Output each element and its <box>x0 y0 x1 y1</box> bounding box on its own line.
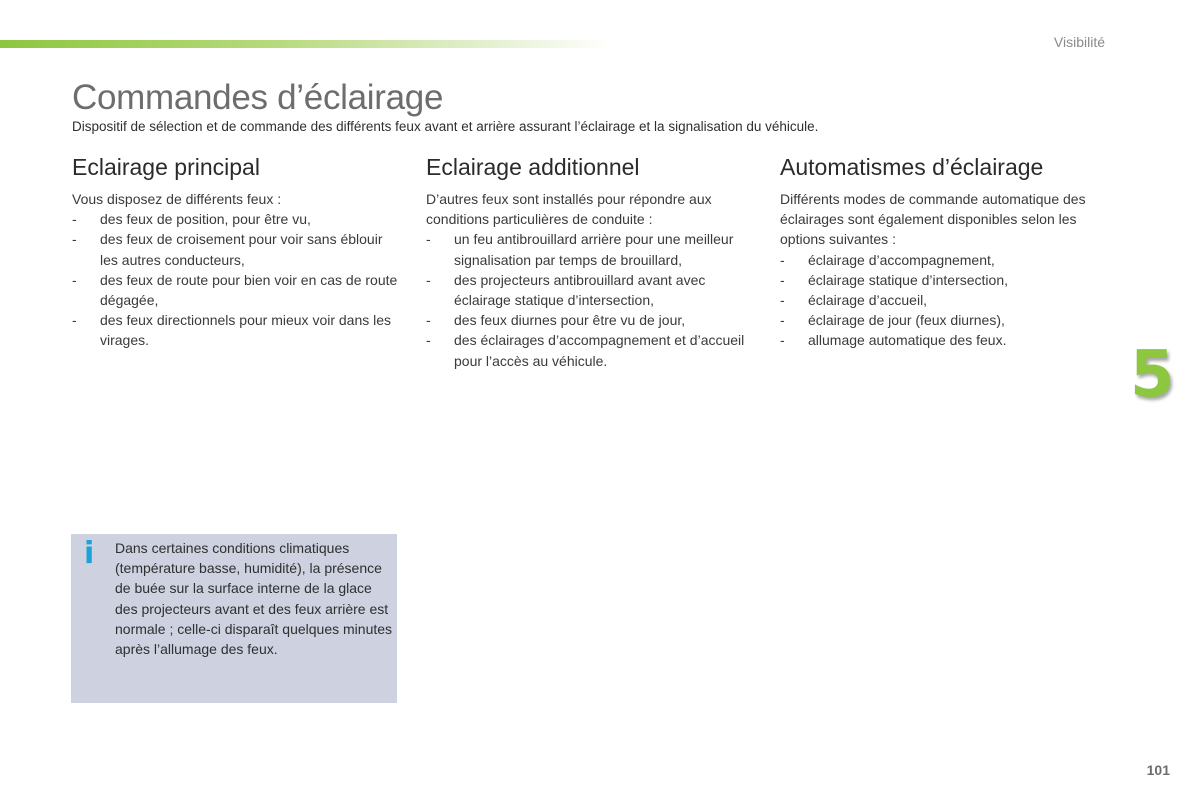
page-title: Commandes d’éclairage <box>72 78 444 117</box>
chapter-number: 5 <box>1130 338 1175 412</box>
column-eclairage-principal <box>72 154 402 351</box>
bullet-dash: - <box>780 312 785 329</box>
section-name: Visibilité <box>1053 34 1105 50</box>
list-item-text: allumage automatique des feux. <box>808 332 1007 349</box>
list-item <box>780 290 1110 310</box>
bullet-dash: - <box>72 211 77 228</box>
list-item <box>72 209 402 229</box>
column-intro: Différents modes de commande automatique des éclairages sont également disponibles selon les options suivantes : <box>780 191 1086 248</box>
column-eclairage-additionnel <box>426 154 756 371</box>
list-item <box>426 310 756 330</box>
list-item <box>72 229 402 269</box>
column-heading: Eclairage principal <box>72 154 260 180</box>
bullet-list <box>780 250 1110 351</box>
bullet-dash: - <box>780 332 785 349</box>
bullet-dash: - <box>780 251 785 268</box>
list-item <box>780 330 1110 350</box>
list-item-text: des feux de position, pour être vu, <box>100 211 311 228</box>
list-item-text: éclairage de jour (feux diurnes), <box>808 312 1005 329</box>
bullet-dash: - <box>72 271 77 288</box>
column-automatismes-eclairage <box>780 154 1110 351</box>
bullet-dash: - <box>426 332 431 349</box>
bullet-list <box>426 229 756 370</box>
list-item-text: des projecteurs antibrouillard avant avec éclairage statique d’intersection, <box>454 271 706 309</box>
list-item-text: des feux de route pour bien voir en cas de route dégagée, <box>100 271 398 309</box>
list-item-text: éclairage d’accueil, <box>808 292 928 309</box>
page-subtitle: Dispositif de sélection et de commande des différents feux avant et arrière assurant l’éclairage et la signalisation du véhicule. <box>72 119 819 134</box>
list-item <box>426 229 756 269</box>
bullet-dash: - <box>780 271 785 288</box>
column-intro: Vous disposez de différents feux : <box>72 191 282 207</box>
column-heading: Eclairage additionnel <box>426 154 640 180</box>
header-accent-bar <box>0 40 610 48</box>
column-heading: Automatismes d’éclairage <box>780 154 1044 180</box>
page-number: 101 <box>1146 762 1170 778</box>
list-item <box>426 330 756 370</box>
bullet-dash: - <box>780 292 785 309</box>
bullet-dash: - <box>72 231 77 248</box>
list-item-text: des feux diurnes pour être vu de jour, <box>454 312 686 329</box>
list-item-text: des feux directionnels pour mieux voir dans les virages. <box>100 312 392 349</box>
list-item-text: éclairage d’accompagnement, <box>808 251 995 268</box>
info-box <box>71 534 397 703</box>
list-item-text: éclairage statique d’intersection, <box>808 271 1009 288</box>
info-text: Dans certaines conditions climatiques (température basse, humidité), la présence de buée sur la surface interne de la glace des projecteurs avant et des feux arrière est normale ; celle-ci disparaît quelques minutes après l’allumage des feux. <box>115 540 393 658</box>
list-item <box>780 250 1110 270</box>
info-icon: i <box>84 536 95 571</box>
list-item <box>72 310 402 350</box>
list-item <box>72 270 402 310</box>
bullet-list <box>72 209 402 350</box>
list-item-text: des feux de croisement pour voir sans éblouir les autres conducteurs, <box>100 231 383 268</box>
bullet-dash: - <box>72 312 77 329</box>
list-item <box>780 310 1110 330</box>
list-item-text: des éclairages d’accompagnement et d’accueil pour l’accès au véhicule. <box>454 332 745 369</box>
bullet-dash: - <box>426 271 431 288</box>
list-item <box>426 270 756 310</box>
column-intro: D’autres feux sont installés pour répondre aux conditions particulières de conduite : <box>426 191 712 228</box>
list-item-text: un feu antibrouillard arrière pour une meilleur signalisation par temps de brouillard, <box>454 231 734 268</box>
bullet-dash: - <box>426 312 431 329</box>
bullet-dash: - <box>426 231 431 248</box>
list-item <box>780 270 1110 290</box>
